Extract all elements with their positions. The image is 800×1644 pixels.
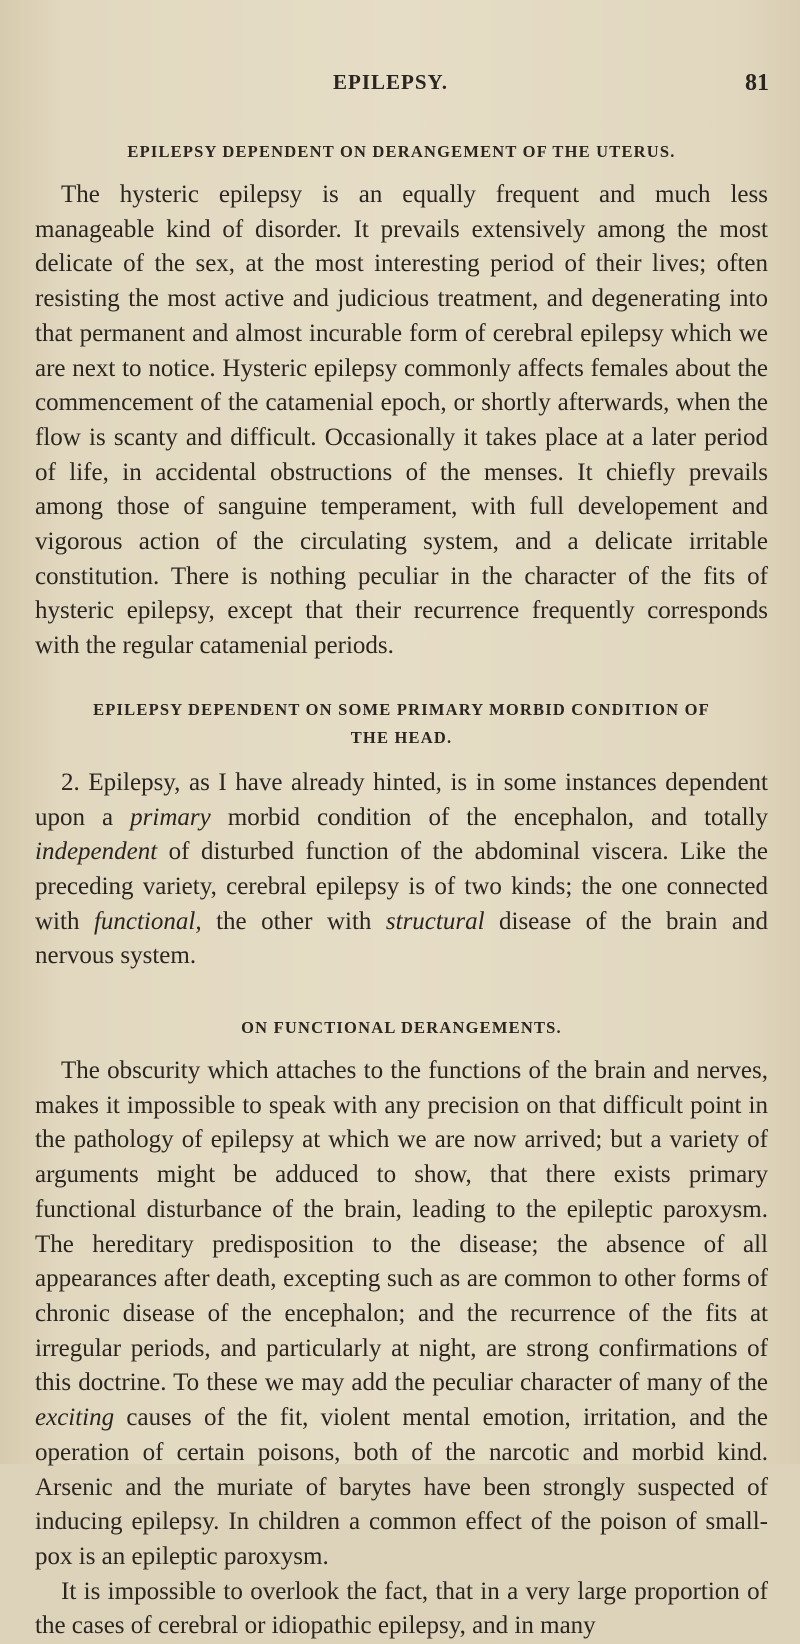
- section-title-head: [35, 696, 768, 752]
- section-title-functional: ON FUNCTIONAL DERANGEMENTS.: [241, 1018, 562, 1038]
- text-run: morbid condition of the encephalon, and totally: [210, 803, 768, 831]
- section-title-head-line1: EPILEPSY DEPENDENT ON SOME PRIMARY MORBID CONDITION OF: [93, 699, 710, 719]
- emphasis-primary: primary: [130, 803, 211, 831]
- page-header: [0, 70, 800, 106]
- paragraph-cerebral-epilepsy: [35, 766, 768, 974]
- paragraph-functional-derangements: [35, 1054, 768, 1575]
- emphasis-exciting: exciting: [35, 1404, 115, 1432]
- text-run: the other with: [201, 907, 386, 935]
- emphasis-functional: functional,: [93, 907, 202, 935]
- page-content: [35, 140, 768, 1644]
- text-run: of disturbed function of the abdominal viscera. Like the preceding variety, cerebral epilepsy is of two kinds; the one connected with: [35, 838, 768, 935]
- paragraph-hysteric-epilepsy: The hysteric epilepsy is an equally frequent and much less manageable kind of disorder. It prevails extensively among the most delicate of the sex, at the most interesting period of their lives; often resisting the most active and judicious treatment, and degenerating into that permanent and almost incurable form of cerebral epilepsy which we are next to notice. Hysteric epilepsy commonly affects females about the commencement of the catamenial epoch, or shortly afterwards, when the flow is scanty and difficult. Occasionally it takes place at a later period of life, in accidental obstructions of the menses. It chiefly prevails among those of sanguine temperament, with full developement and vigorous action of the circulating system, and a delicate irritable constitution. There is nothing peculiar in the character of the fits of hysteric epilepsy, except that their recurrence frequently corresponds with the regular catamenial periods.: [35, 181, 768, 660]
- page-number: 81: [745, 70, 769, 96]
- running-head: EPILEPSY.: [333, 70, 449, 94]
- text-run: causes of the fit, violent mental emotion, irritation, and the operation of certain poisons, both of the narcotic and morbid kind. Arsenic and the muriate of barytes have been strongly suspected of inducing epilepsy. In children a common effect of the poison of small-pox is an epileptic paroxysm.: [35, 1404, 768, 1570]
- text-run: 2. Epilepsy, as I have already hinted, is in some instances dependent upon a: [35, 768, 768, 831]
- emphasis-independent: independent: [35, 838, 158, 866]
- section-title-uterus: EPILEPSY DEPENDENT ON DERANGEMENT OF THE UTERUS.: [127, 142, 676, 161]
- emphasis-structural: structural: [385, 907, 485, 935]
- text-run: disease of the brain and nervous system.: [35, 907, 768, 970]
- section-title-head-line2: THE HEAD.: [350, 727, 453, 747]
- paragraph-idiopathic-epilepsy: It is impossible to overlook the fact, that in a very large proportion of the cases of cerebral or idiopathic epilepsy, and in many: [35, 1577, 768, 1640]
- text-run: The obscurity which attaches to the functions of the brain and nerves, makes it impossible to speak with any precision on that difficult point in the pathology of epilepsy at which we are now arrived; but a variety of arguments might be adduced to show, that there exists primary functional disturbance of the brain, leading to the epileptic paroxysm. The hereditary predisposition to the disease; the absence of all appearances after death, excepting such as are common to other forms of chronic disease of the encephalon; and the recurrence of the fits at irregular periods, and particularly at night, are strong confirmations of this doctrine. To these we may add the peculiar character of many of the: [35, 1057, 768, 1397]
